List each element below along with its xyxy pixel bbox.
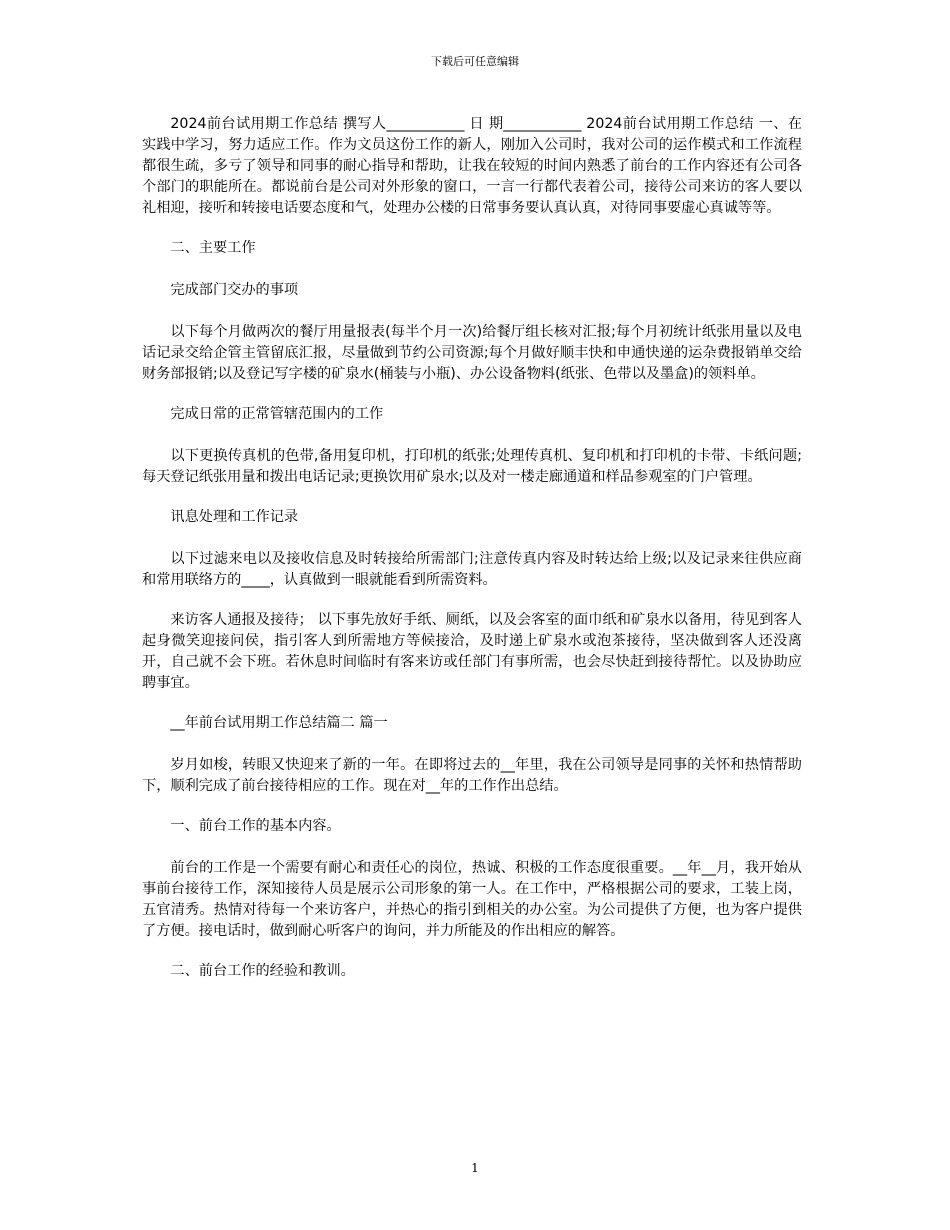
page-number: 1 [471, 1161, 479, 1175]
subheading-information-handling: 讯息处理和工作记录 [170, 509, 299, 525]
subheading-daily-work: 完成日常的正常管辖范围内的工作 [170, 406, 384, 422]
paragraph-information-handling: 以下过滤来电以及接收信息及时转接给所需部门;注意传真内容及时转达给上级;以及记录来往供应商和常用联络方的____，认真做到一眼就能看到所需资料。 [142, 551, 802, 588]
section-heading-experience: 二、前台工作的经验和教训。 [170, 963, 355, 979]
section-heading-basic-content: 一、前台工作的基本内容。 [170, 818, 341, 834]
paragraph-department-tasks: 以下每个月做两次的餐厅用量报表(每半个月一次)给餐厅组长核对汇报;每个月初统计纸张用量以及电话记录交给企管主管留底汇报，尽量做到节约公司资源;每个月做好顺丰快和申通快递的运杂费报销单交给财务部报销;以及登记写字楼的矿泉水(桶装与小瓶)、办公设备物料(纸张、色带以及墨盒)的领料单。 [142, 324, 802, 382]
document-body [142, 114, 802, 1003]
paragraph-basic-content: 前台的工作是一个需要有耐心和责任心的岗位，热诚、积极的工作态度很重要。__年__月，我开始从事前台接待工作，深知接待人员是展示公司形象的第一人。在工作中，严格根据公司的要求，工装上岗，五官清秀。热情对待每一个来访客户，并热心的指引到相关的办公室。为公司提供了方便，也为客户提供了方便。接电话时，做到耐心听客户的询问，并力所能及的作出相应的解答。 [142, 860, 802, 939]
paragraph-year-summary: 岁月如梭，转眼又快迎来了新的一年。在即将过去的__年里，我在公司领导是同事的关怀和热情帮助下，顺利完成了前台接待相应的工作。现在对__年的工作作出总结。 [142, 757, 802, 794]
paragraph-visitor-reception: 来访客人通报及接待； 以下事先放好手纸、厕纸，以及会客室的面巾纸和矿泉水以备用，待见到客人起身微笑迎接问侯，指引客人到所需地方等候接洽，及时递上矿泉水或泡茶接待，坚决做到客人还没离开，自己就不会下班。若休息时间临时有客来访或任部门有事所需，也会尽快赶到接待帮忙。以及协助应聘事宜。 [142, 612, 802, 691]
paragraph-intro: 2024前台试用期工作总结 撰写人___________ 日 期___________ 2024前台试用期工作总结 一、在实践中学习，努力适应工作。作为文员这份工作的新人，刚加入公司时，我对公司的运作模式和工作流程都很生疏，多亏了领导和同事的耐心指导和帮助，让我在较短的时间内熟悉了前台的工作内容还有公司各个部门的职能所在。都说前台是公司对外形象的窗口，一言一行都代表着公司，接待公司来访的客人要以礼相迎，接听和转接电话要态度和气，处理办公楼的日常事务要认真认真，对待同事要虚心真诚等等。 [142, 116, 802, 216]
paragraph-daily-work: 以下更换传真机的色带,备用复印机，打印机的纸张;处理传真机、复印机和打印机的卡带、卡纸问题;每天登记纸张用量和拨出电话记录;更换饮用矿泉水;以及对一楼走廊通道和样品参观室的门户管理。 [142, 448, 802, 485]
section-heading-part-two: __年前台试用期工作总结篇二 篇一 [170, 715, 388, 731]
section-heading-main-work: 二、主要工作 [170, 240, 256, 256]
page-header-note: 下载后可任意编辑 [431, 55, 519, 68]
subheading-department-tasks: 完成部门交办的事项 [170, 282, 299, 298]
